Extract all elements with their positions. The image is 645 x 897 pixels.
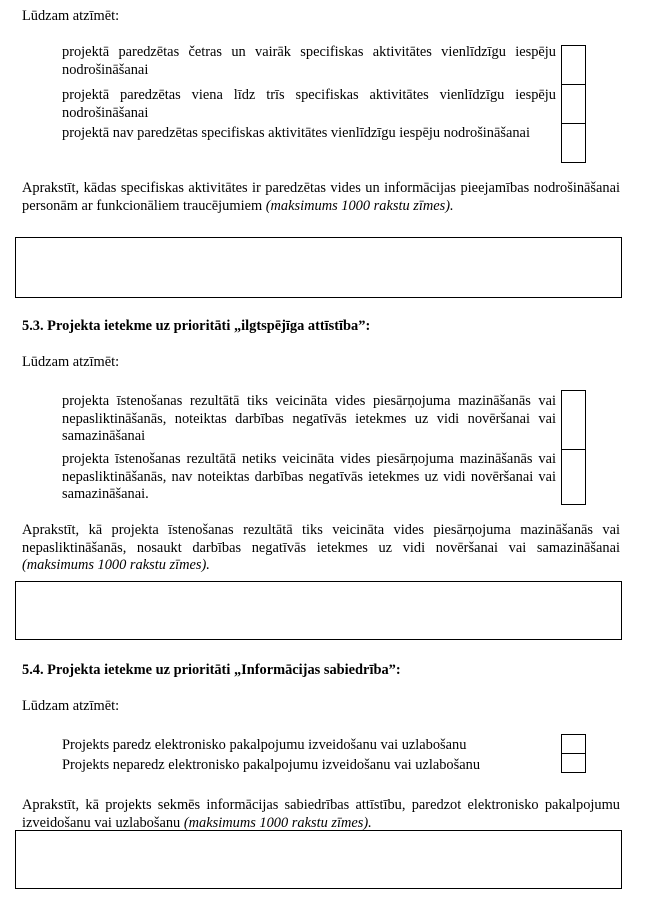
option-label: Projekts neparedz elektronisko pakalpojumu izveidošanu vai uzlabošanu <box>62 757 481 773</box>
describe-text: Aprakstīt, kādas specifiskas aktivitātes ir paredzētas vides un informācijas pieejamības nodrošināšanai personām ar funkcionāliem traucējumiem <box>22 180 620 214</box>
option-label: projekta īstenošanas rezultātā netiks veicināta vides piesārņojuma mazināšanās vai nepasliktināšanās, nav noteiktas darbības negatīvās ietekmes uz vidi novēršanai vai samazināšanai. <box>62 451 556 502</box>
answer-text-box[interactable] <box>15 830 622 889</box>
option-checkbox[interactable] <box>561 753 586 773</box>
option-label: Projekts paredz elektronisko pakalpojumu izveidošanu vai uzlabošanu <box>62 737 467 753</box>
option-checkbox[interactable] <box>561 45 586 85</box>
describe-paragraph <box>22 180 620 215</box>
describe-limit: (maksimums 1000 rakstu zīmes). <box>265 197 454 214</box>
option-label: projektā paredzētas viena līdz trīs specifiskas aktivitātes vienlīdzīgu iespēju nodrošināšanai <box>62 87 556 121</box>
describe-limit: (maksimums 1000 rakstu zīmes). <box>22 557 210 573</box>
answer-text-box[interactable] <box>15 237 622 298</box>
describe-paragraph <box>22 797 620 832</box>
option-checkbox[interactable] <box>561 390 586 450</box>
option-label: projektā nav paredzētas specifiskas aktivitātes vienlīdzīgu iespēju nodrošināšanai <box>62 125 530 141</box>
please-mark-label: Lūdzam atzīmēt: <box>22 354 120 370</box>
describe-limit: (maksimums 1000 rakstu zīmes). <box>183 814 372 831</box>
section-heading: 5.3. Projekta ietekme uz prioritāti „ilgtspējīga attīstība”: <box>22 318 371 334</box>
section-heading: 5.4. Projekta ietekme uz prioritāti „Informācijas sabiedrība”: <box>22 662 401 678</box>
describe-paragraph <box>22 522 620 575</box>
option-label: projekta īstenošanas rezultātā tiks veicināta vides piesārņojuma mazināšanās vai nepasliktināšanās, noteiktas darbības negatīvās ietekmes uz vidi novēršanai vai samazināšanai <box>62 393 556 444</box>
please-mark-label: Lūdzam atzīmēt: <box>22 8 120 24</box>
option-checkbox[interactable] <box>561 123 586 163</box>
option-label: projektā paredzētas četras un vairāk specifiskas aktivitātes vienlīdzīgu iespēju nodrošināšanai <box>62 44 556 78</box>
answer-text-box[interactable] <box>15 581 622 640</box>
describe-text: Aprakstīt, kā projekts sekmēs informācijas sabiedrības attīstību, paredzot elektronisko pakalpojumu izveidošanu vai uzlabošanu <box>22 797 620 831</box>
please-mark-label: Lūdzam atzīmēt: <box>22 698 120 714</box>
option-checkbox[interactable] <box>561 449 586 505</box>
option-checkbox[interactable] <box>561 84 586 124</box>
option-checkbox[interactable] <box>561 734 586 754</box>
describe-text: Aprakstīt, kā projekta īstenošanas rezultātā tiks veicināta vides piesārņojuma mazināšanās vai nepasliktināšanās, nosaukt darbības negatīvās ietekmes uz vidi novēršanai vai samazināšanai <box>22 522 620 556</box>
